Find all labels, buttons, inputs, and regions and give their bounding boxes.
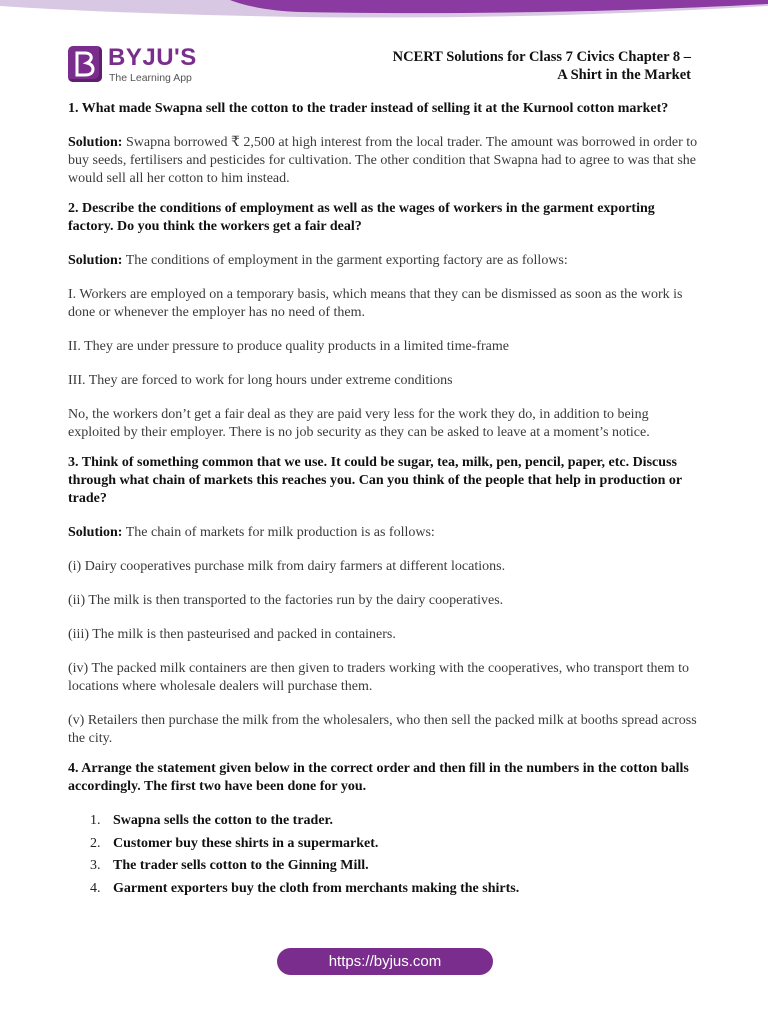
header-line-1: NCERT Solutions for Class 7 Civics Chapter 8 – <box>392 49 691 65</box>
list-item-number: 3. <box>90 858 101 873</box>
ordering-list <box>68 812 700 898</box>
list-item-number: 2. <box>90 835 101 851</box>
byjus-logo <box>68 46 208 86</box>
solution-3-point: (ii) The milk is then transported to the factories run by the dairy cooperatives. <box>68 593 504 608</box>
list-item-text: Customer buy these shirts in a supermarket. <box>113 835 379 851</box>
website-link[interactable]: https://byjus.com <box>277 948 493 975</box>
byjus-b-icon <box>68 46 102 82</box>
list-item <box>68 812 700 830</box>
list-item-number: 4. <box>90 880 101 896</box>
solution-label: Solution: <box>68 525 123 540</box>
solution-2-conclusion: No, the workers don’t get a fair deal as they are paid very less for the work they do, in addition to being exploited by their employer. There is no job security as they can be asked to leave at a moment’s notice. <box>68 407 650 440</box>
list-item-text: Garment exporters buy the cloth from merchants making the shirts. <box>113 880 520 896</box>
solution-1 <box>68 134 700 188</box>
brand-name: BYJU'S <box>108 44 197 71</box>
header-line-2: A Shirt in the Market <box>557 67 691 83</box>
solution-3-point: (i) Dairy cooperatives purchase milk from dairy farmers at different locations. <box>68 559 506 574</box>
list-item-text: The trader sells cotton to the Ginning Mill. <box>113 858 369 873</box>
brand-tagline: The Learning App <box>109 72 192 84</box>
list-item <box>68 880 700 898</box>
question-2: 2. Describe the conditions of employment as well as the wages of workers in the garment exporting factory. Do you think the workers get a fair deal? <box>68 201 655 234</box>
question-3: 3. Think of something common that we use. It could be sugar, tea, milk, pen, pencil, paper, etc. Discuss through what chain of markets this reaches you. Can you think of the people that help in production or trade? <box>68 455 682 506</box>
solution-3-point: (iv) The packed milk containers are then given to traders working with the cooperatives, who transport them to locations where wholesale dealers will purchase them. <box>68 661 690 694</box>
solution-3 <box>68 524 700 542</box>
solution-2-text: The conditions of employment in the garment exporting factory are as follows: <box>122 253 568 268</box>
solution-2-point: III. They are forced to work for long hours under extreme conditions <box>68 373 453 388</box>
document-body <box>68 100 700 902</box>
solution-label: Solution: <box>68 253 123 268</box>
list-item-number: 1. <box>90 813 101 828</box>
list-item <box>68 857 700 875</box>
solution-2-point: II. They are under pressure to produce quality products in a limited time-frame <box>68 339 509 354</box>
solution-2 <box>68 252 700 270</box>
list-item-text: Swapna sells the cotton to the trader. <box>113 813 333 828</box>
solution-label: Solution: <box>68 135 123 150</box>
list-item <box>68 835 700 853</box>
question-1: 1. What made Swapna sell the cotton to the trader instead of selling it at the Kurnool cotton market? <box>68 101 669 116</box>
solution-3-text: The chain of markets for milk production is as follows: <box>122 525 435 540</box>
solution-1-text: Swapna borrowed ₹ 2,500 at high interest from the local trader. The amount was borrowed in order to buy seeds, fertilisers and pesticides for cultivation. The other condition that Swapna had to agree to was that she would sell all her cotton to him instead. <box>68 135 698 186</box>
solution-2-point: I. Workers are employed on a temporary basis, which means that they can be dismissed as soon as the work is done or whenever the employer has no need of them. <box>68 287 683 320</box>
solution-3-point: (iii) The milk is then pasteurised and packed in containers. <box>68 627 396 642</box>
solution-3-point: (v) Retailers then purchase the milk from the wholesalers, who then sell the packed milk at booths spread across the city. <box>68 713 697 746</box>
top-decorative-band <box>0 0 768 22</box>
page-header-title <box>393 48 691 84</box>
question-4: 4. Arrange the statement given below in the correct order and then fill in the numbers in the cotton balls accordingly. The first two have been done for you. <box>68 761 689 794</box>
